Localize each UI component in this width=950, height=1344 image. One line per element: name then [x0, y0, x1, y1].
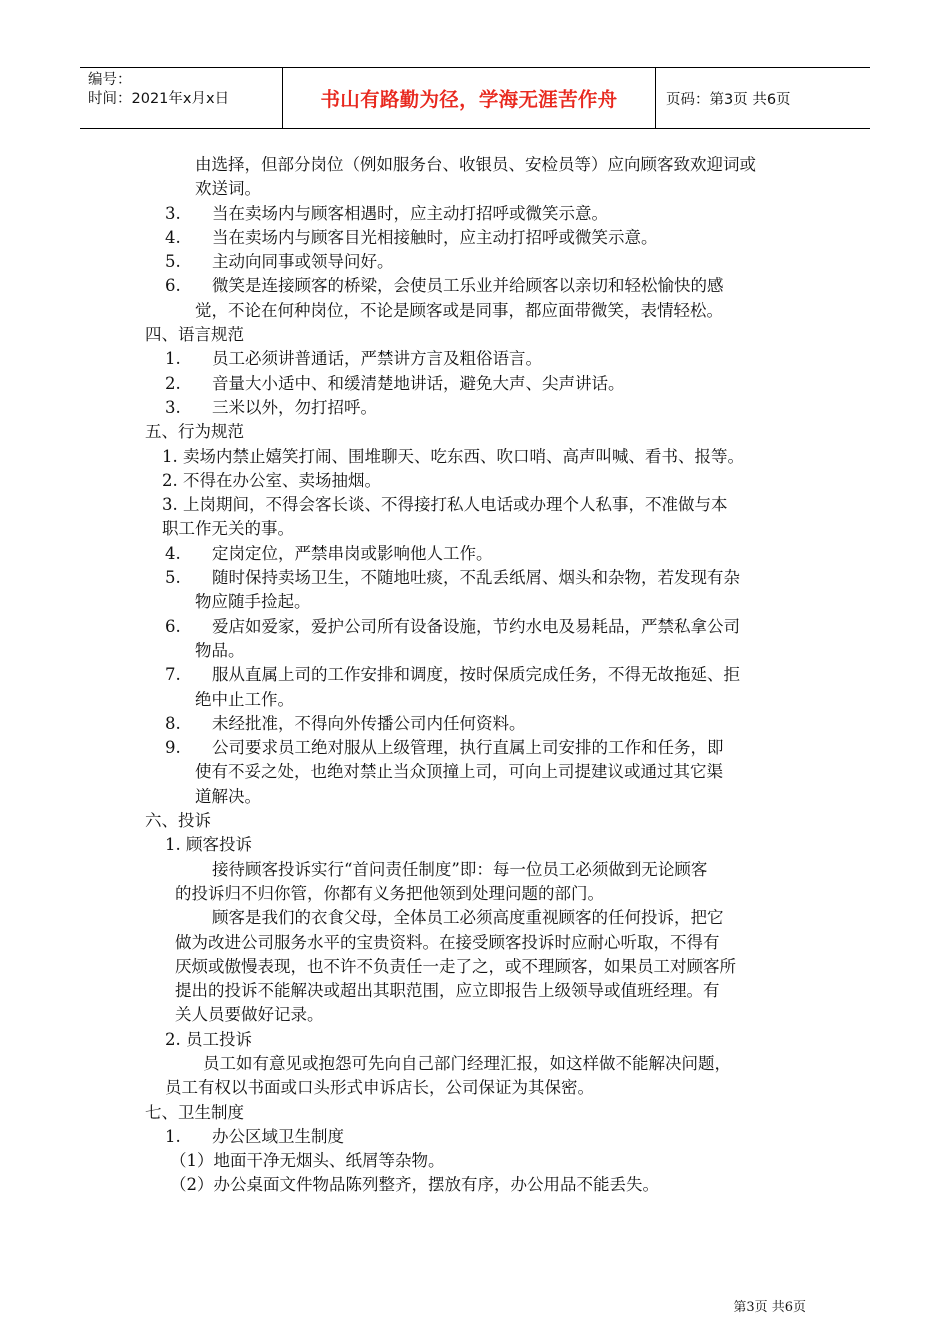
line-text: 员工必须讲普通话，严禁讲方言及粗俗语言。	[212, 349, 542, 369]
text-line	[0, 299, 950, 323]
text-line	[0, 663, 950, 687]
text-line	[0, 858, 950, 882]
text-line	[0, 469, 950, 493]
header-meta	[80, 68, 282, 128]
text-line	[0, 712, 950, 736]
text-line	[0, 1003, 950, 1027]
line-text: 接待顾客投诉实行“首问责任制度”即：每一位员工必须做到无论顾客	[212, 859, 708, 879]
line-text: 微笑是连接顾客的桥梁，会使员工乐业并给顾客以亲切和轻松愉快的感	[212, 276, 724, 296]
line-text: 爱店如爱家，爱护公司所有设备设施，节约水电及易耗品，严禁私拿公司	[212, 616, 740, 636]
text-line	[0, 226, 950, 250]
line-text: 主动向同事或领导问好。	[212, 252, 394, 272]
line-text: 员工如有意见或抱怨可先向自己部门经理汇报，如这样做不能解决问题，	[203, 1053, 731, 1073]
text-line	[0, 955, 950, 979]
text-line	[0, 590, 950, 614]
list-number: 7.	[165, 665, 181, 685]
document-body	[0, 153, 950, 1198]
line-text: 物应随手捡起。	[195, 592, 311, 612]
text-line	[0, 202, 950, 226]
text-line	[0, 1052, 950, 1076]
text-line	[0, 177, 950, 201]
text-line	[0, 639, 950, 663]
line-text: 厌烦或傲慢表现，也不许不负责任一走了之，或不理顾客，如果员工对顾客所	[175, 956, 736, 976]
line-text: （1）地面干净无烟头、纸屑等杂物。	[170, 1151, 445, 1171]
text-line	[0, 615, 950, 639]
text-line	[0, 323, 950, 347]
list-number: 8.	[165, 713, 181, 733]
text-line	[0, 542, 950, 566]
line-text: 由选择，但部分岗位（例如服务台、收银员、安检员等）应向顾客致欢迎词或	[195, 155, 756, 174]
header-page-cell	[656, 68, 870, 128]
list-number: 6.	[165, 276, 181, 296]
line-text: 使有不妥之处，也绝对禁止当众顶撞上司，可向上司提建议或通过其它渠	[195, 762, 723, 782]
line-text: 1. 顾客投诉	[165, 835, 252, 855]
text-line	[0, 1101, 950, 1125]
line-text: 提出的投诉不能解决或超出其职范围，应立即报告上级领导或值班经理。有	[175, 981, 720, 1001]
text-line	[0, 979, 950, 1003]
text-line	[0, 347, 950, 371]
line-text: 五、行为规范	[145, 422, 244, 442]
line-text: 觉，不论在何种岗位，不论是顾客或是同事，都应面带微笑，表情轻松。	[195, 300, 723, 320]
line-text: 公司要求员工绝对服从上级管理，执行直属上司安排的工作和任务，即	[212, 738, 724, 758]
line-text: 关人员要做好记录。	[175, 1005, 324, 1025]
line-text: 音量大小适中、和缓清楚地讲话，避免大声、尖声讲话。	[212, 373, 625, 393]
text-line	[0, 1028, 950, 1052]
list-number: 4.	[165, 227, 181, 247]
text-line	[0, 1149, 950, 1173]
page-header	[80, 67, 870, 129]
page-footer: 第3页 共6页	[733, 1300, 806, 1315]
line-text: 物品。	[195, 640, 245, 660]
header-motto: 书山有路勤为径，学海无涯苦作舟	[320, 88, 618, 111]
text-line	[0, 785, 950, 809]
text-line	[0, 931, 950, 955]
text-line	[0, 688, 950, 712]
text-line	[0, 1076, 950, 1100]
line-text: 2. 不得在办公室、卖场抽烟。	[162, 470, 381, 490]
line-text: 四、语言规范	[145, 325, 244, 345]
line-text: 的投诉归不归你管，你都有义务把他领到处理问题的部门。	[175, 883, 604, 903]
list-number: 1.	[165, 1126, 181, 1146]
text-line	[0, 493, 950, 517]
text-line	[0, 274, 950, 298]
text-line	[0, 1125, 950, 1149]
line-text: 做为改进公司服务水平的宝贵资料。在接受顾客投诉时应耐心听取，不得有	[175, 932, 720, 952]
line-text: （2）办公桌面文件物品陈列整齐，摆放有序，办公用品不能丢失。	[170, 1175, 659, 1195]
line-text: 顾客是我们的衣食父母，全体员工必须高度重视顾客的任何投诉，把它	[212, 908, 724, 928]
list-number: 6.	[165, 616, 181, 636]
text-line	[0, 760, 950, 784]
text-line	[0, 420, 950, 444]
text-line	[0, 833, 950, 857]
line-text: 定岗定位，严禁串岗或影响他人工作。	[212, 543, 493, 563]
text-line	[0, 153, 950, 177]
line-text: 职工作无关的事。	[162, 519, 294, 539]
list-number: 1.	[165, 349, 181, 369]
line-text: 办公区域卫生制度	[212, 1126, 344, 1146]
text-line	[0, 809, 950, 833]
line-text: 随时保持卖场卫生，不随地吐痰，不乱丢纸屑、烟头和杂物，若发现有杂	[212, 568, 740, 588]
text-line	[0, 882, 950, 906]
line-text: 员工有权以书面或口头形式申诉店长，公司保证为其保密。	[165, 1078, 594, 1098]
line-text: 服从直属上司的工作安排和调度，按时保质完成任务，不得无故拖延、拒	[212, 665, 740, 685]
line-text: 2. 员工投诉	[165, 1029, 252, 1049]
line-text: 3. 上岗期间，不得会客长谈、不得接打私人电话或办理个人私事，不准做与本	[162, 495, 728, 515]
text-line	[0, 445, 950, 469]
list-number: 3.	[165, 203, 181, 223]
line-text: 当在卖场内与顾客相遇时，应主动打招呼或微笑示意。	[212, 203, 608, 223]
text-line	[0, 372, 950, 396]
line-text: 道解决。	[195, 786, 261, 806]
list-number: 4.	[165, 543, 181, 563]
line-text: 绝中止工作。	[195, 689, 294, 709]
list-number: 3.	[165, 397, 181, 417]
list-number: 5.	[165, 252, 181, 272]
text-line	[0, 250, 950, 274]
line-text: 三米以外，勿打招呼。	[212, 397, 377, 417]
line-text: 当在卖场内与顾客目光相接触时，应主动打招呼或微笑示意。	[212, 227, 658, 247]
document-number-label: 编号：	[88, 72, 132, 88]
text-line	[0, 736, 950, 760]
list-number: 9.	[165, 738, 181, 758]
text-line	[0, 566, 950, 590]
list-number: 5.	[165, 568, 181, 588]
line-text: 1. 卖场内禁止嬉笑打闹、围堆聊天、吃东西、吹口哨、高声叫喊、看书、报等。	[162, 446, 744, 466]
text-line	[0, 517, 950, 541]
line-text: 未经批准，不得向外传播公司内任何资料。	[212, 713, 526, 733]
text-line	[0, 1173, 950, 1197]
document-date: 时间：2021年x月x日	[88, 91, 230, 107]
text-line	[0, 396, 950, 420]
header-page-number: 页码：第3页 共6页	[666, 91, 791, 108]
line-text: 七、卫生制度	[145, 1102, 244, 1122]
line-text: 六、投诉	[145, 811, 211, 831]
text-line	[0, 906, 950, 930]
list-number: 2.	[165, 373, 181, 393]
line-text: 欢送词。	[195, 179, 261, 199]
header-motto-cell	[282, 68, 656, 128]
